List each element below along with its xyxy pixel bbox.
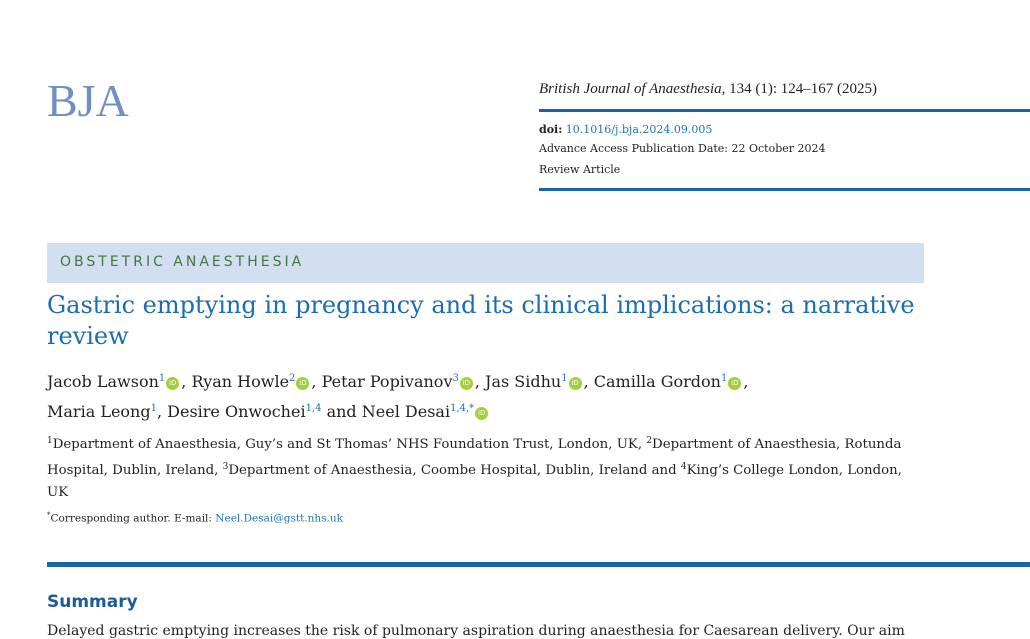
header-rule-bottom bbox=[539, 188, 1030, 191]
section-label: OBSTETRIC ANAESTHESIA bbox=[60, 254, 305, 270]
author-name[interactable]: Jas Sidhu bbox=[485, 372, 562, 391]
journal-volume-pages: , 134 (1): 124–167 (2025) bbox=[721, 81, 878, 97]
affiliation-marker: 3 bbox=[452, 373, 459, 384]
orcid-icon[interactable]: iD bbox=[728, 377, 741, 390]
corresponding-label: Corresponding author. E-mail: bbox=[50, 512, 212, 525]
author-list: Jacob Lawson$^1$ iD , Ryan Howle$^2$ iD , Petar Popivanov$^3$ iD , Jas Sidhu$^1$ iD , Camilla Gordon$^1$ iD , Maria Leong$^1$, Desire Onwochei$^{1,4}$ and Neel Desai$^{1,4,*}$ iD bbox=[47, 372, 749, 421]
affiliation-number: 3 bbox=[222, 462, 229, 472]
affiliation-marker: 1 bbox=[720, 373, 728, 384]
doi-line bbox=[539, 123, 712, 136]
affiliation-text: Department of Anaesthesia, Coombe Hospital, Dublin, Ireland and bbox=[228, 463, 677, 478]
affiliation-number: 4 bbox=[680, 462, 687, 472]
journal-citation bbox=[539, 81, 877, 98]
section-banner bbox=[47, 243, 924, 283]
author-name[interactable]: Petar Popivanov bbox=[321, 372, 453, 391]
author-name[interactable]: Camilla Gordon bbox=[593, 372, 721, 391]
article-type: Review Article bbox=[539, 163, 621, 176]
affiliation-text: King’s College London, London, UK bbox=[47, 463, 902, 500]
affiliation-number: 1 bbox=[47, 436, 53, 446]
author-connector: and bbox=[326, 402, 357, 421]
orcid-icon[interactable]: iD bbox=[166, 377, 179, 390]
summary-text: Delayed gastric emptying increases the risk of pulmonary aspiration during anaesthesia for Caesarean delivery. Our aim bbox=[47, 623, 905, 639]
affiliation-marker: 1 bbox=[150, 403, 157, 414]
corresponding-marker: * bbox=[47, 511, 51, 519]
affiliation-marker: 1 bbox=[158, 373, 166, 384]
orcid-icon[interactable]: iD bbox=[475, 407, 488, 420]
affiliation-marker: 1 bbox=[561, 373, 568, 384]
affiliation-text: Department of Anaesthesia, Guy’s and St Thomas’ NHS Foundation Trust, London, UK, bbox=[52, 437, 643, 452]
email-link[interactable]: Neel.Desai@gstt.nhs.uk bbox=[215, 512, 344, 525]
journal-logo: BJA bbox=[47, 75, 129, 126]
summary-divider bbox=[47, 562, 1030, 567]
author-name[interactable]: Jacob Lawson bbox=[47, 372, 159, 391]
journal-name: British Journal of Anaesthesia bbox=[539, 81, 722, 97]
affiliation-number: 2 bbox=[646, 436, 653, 446]
article-title: Gastric emptying in pregnancy and its clinical implications: a narrative review bbox=[47, 291, 915, 350]
orcid-icon[interactable]: iD bbox=[569, 377, 582, 390]
corresponding-author bbox=[47, 511, 343, 525]
affiliation-marker: 1,4,* bbox=[450, 403, 475, 414]
orcid-icon[interactable]: iD bbox=[296, 377, 309, 390]
author-name[interactable]: Maria Leong bbox=[47, 402, 151, 421]
affiliations bbox=[47, 430, 927, 504]
summary-heading: Summary bbox=[47, 592, 138, 612]
affiliation-marker: 1,4 bbox=[305, 403, 322, 414]
affiliation-text: Department of Anaesthesia, Rotunda Hospital, Dublin, Ireland, bbox=[47, 437, 902, 478]
author-name[interactable]: Neel Desai bbox=[361, 402, 451, 421]
author-name[interactable]: Ryan Howle bbox=[191, 372, 290, 391]
access-date: Advance Access Publication Date: 22 October 2024 bbox=[539, 142, 826, 155]
orcid-icon[interactable]: iD bbox=[460, 377, 473, 390]
header-rule-top bbox=[539, 109, 1030, 112]
doi-link[interactable]: 10.1016/j.bja.2024.09.005 bbox=[565, 123, 713, 136]
affiliation-marker: 2 bbox=[289, 373, 296, 384]
author-name[interactable]: Desire Onwochei bbox=[167, 402, 306, 421]
doi-label: doi: bbox=[539, 123, 563, 136]
